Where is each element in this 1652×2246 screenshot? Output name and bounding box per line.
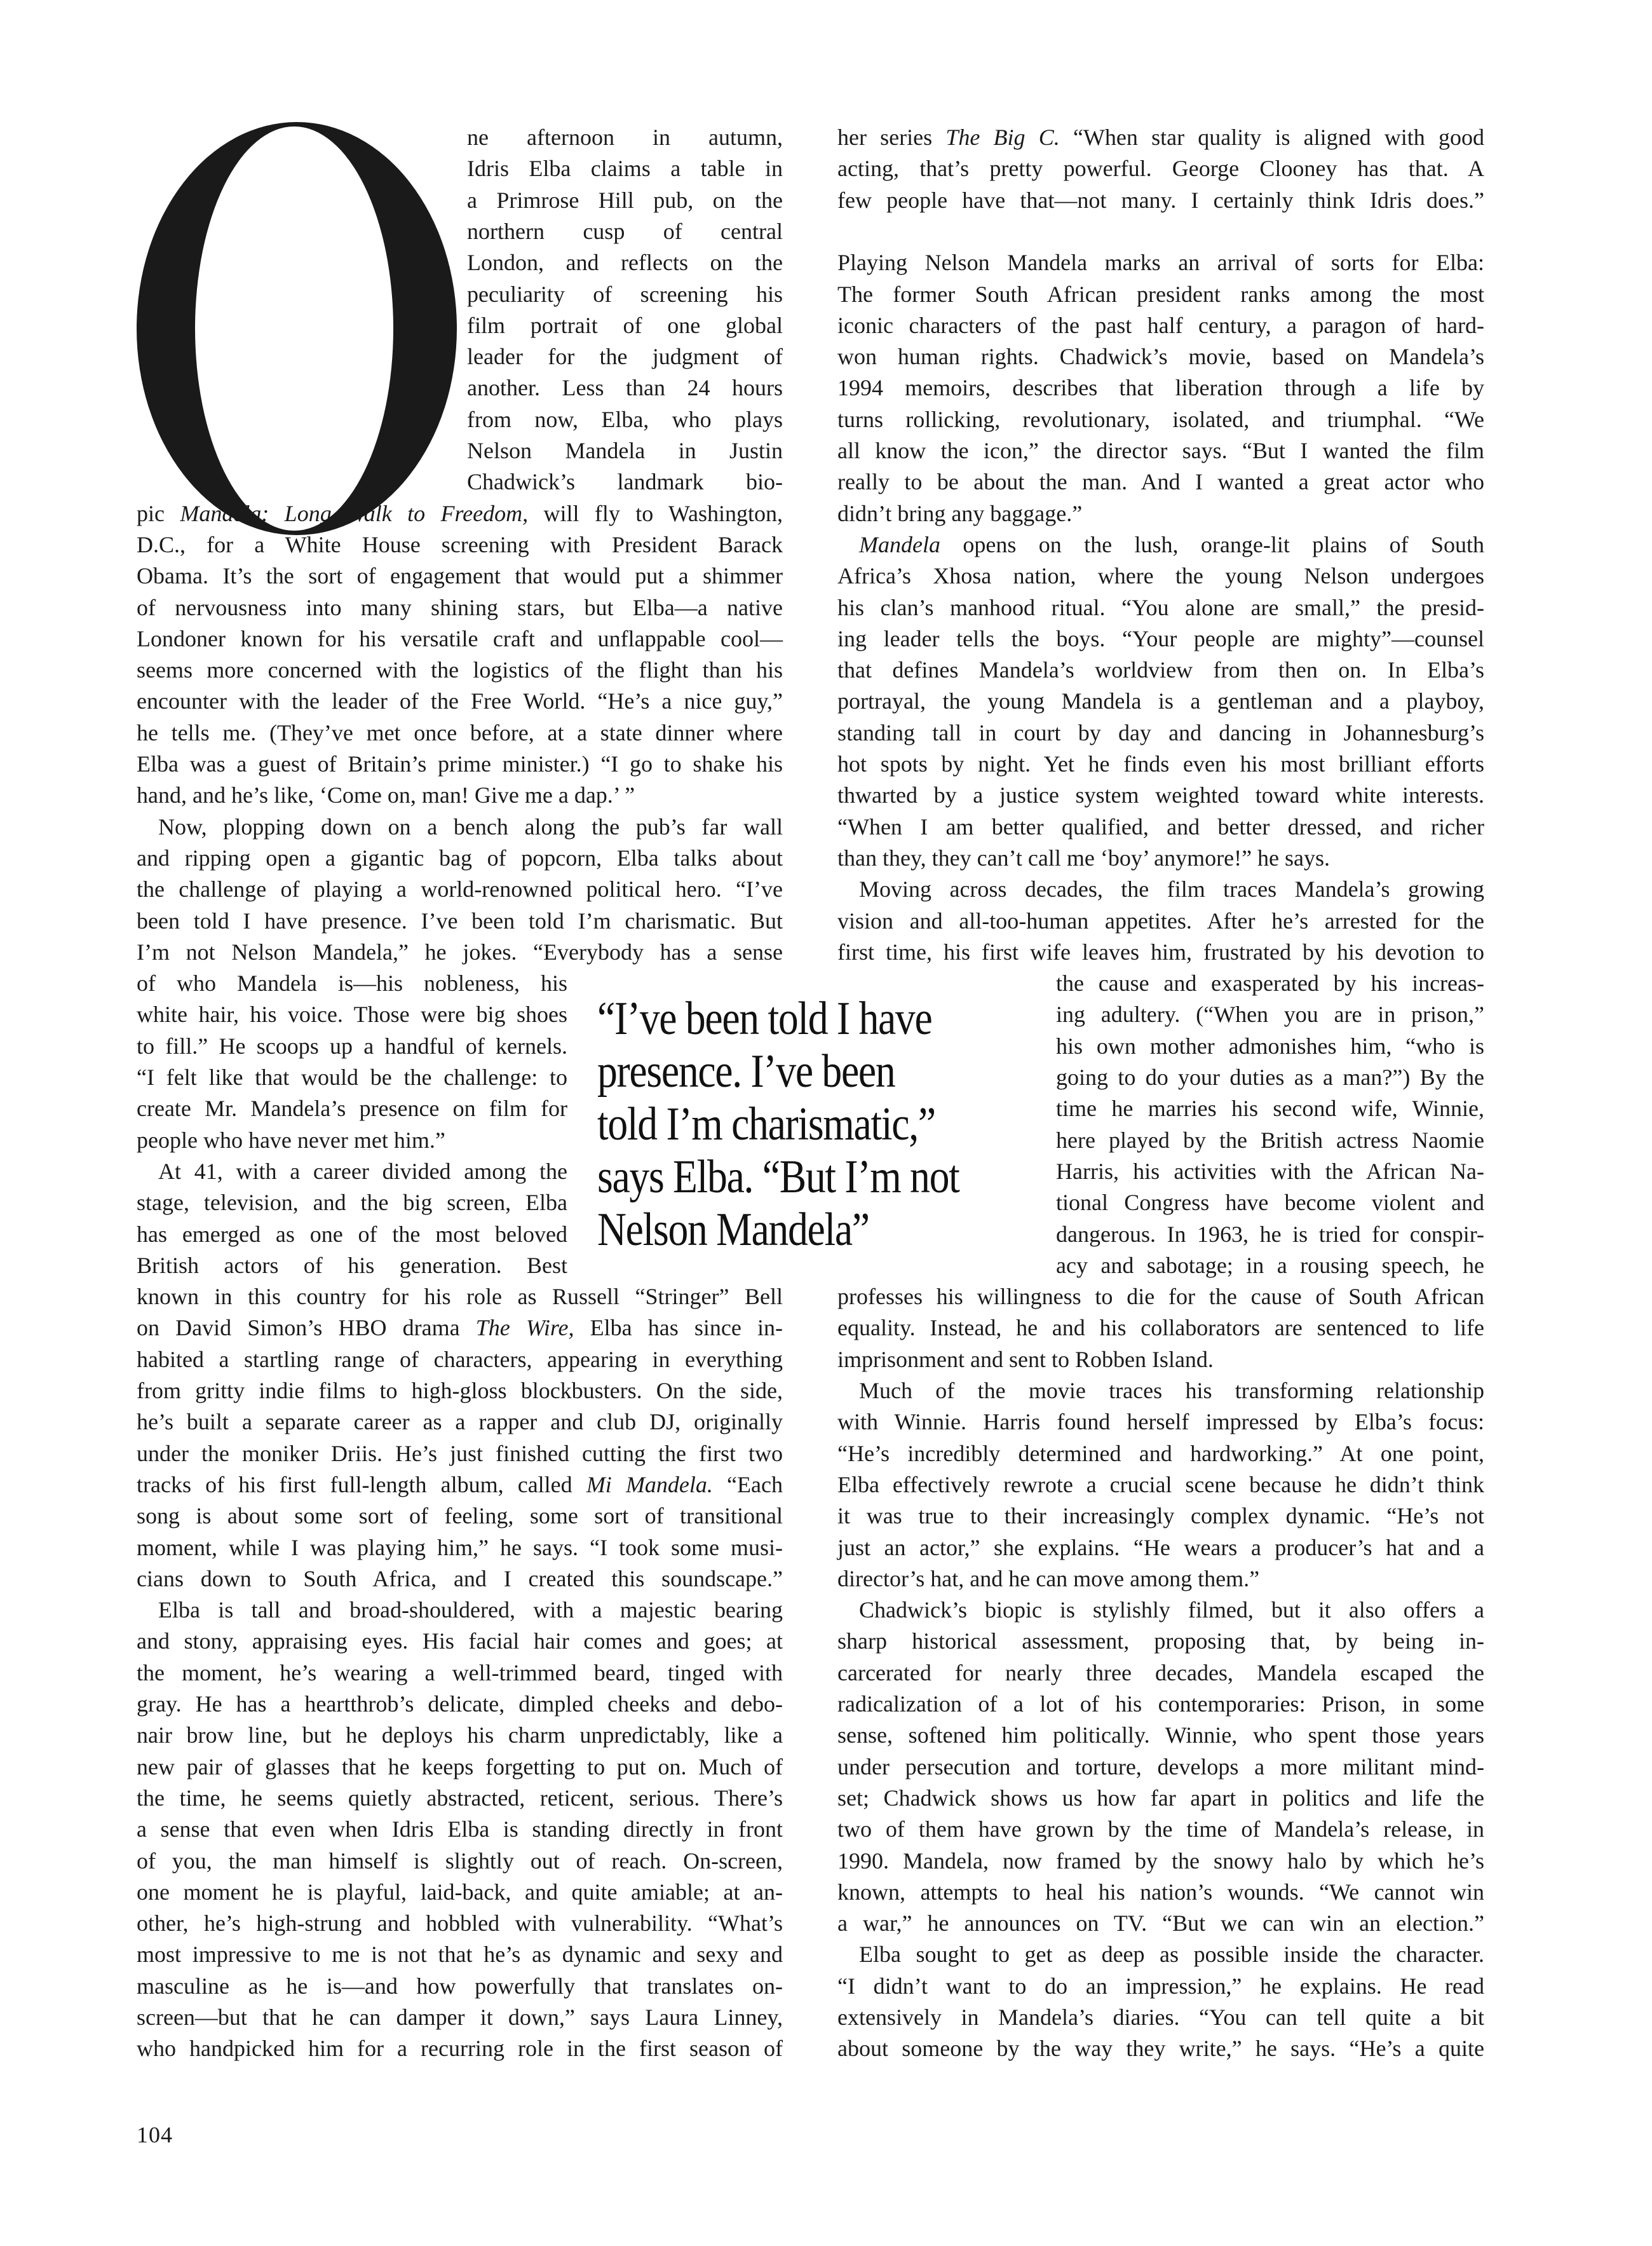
text-line: vision and all-too-human appetites. After he’s arrested for the bbox=[837, 908, 1484, 934]
text-line: Africa’s Xhosa nation, where the young Nelson undergoes bbox=[837, 563, 1484, 589]
text-line: film portrait of one global bbox=[467, 312, 783, 338]
text-line: here played by the British actress Naomie bbox=[1056, 1127, 1484, 1153]
text-line: and ripping open a gigantic bag of popcorn, Elba talks about bbox=[137, 845, 783, 871]
text-line bbox=[137, 1312, 783, 1344]
text-segment: pic bbox=[137, 500, 180, 526]
text-line: of nervousness into many shining stars, but Elba—a native bbox=[137, 594, 783, 620]
text-line: British actors of his generation. Best bbox=[137, 1252, 567, 1278]
text-line: Now, plopping down on a bench along the pub’s far wall bbox=[158, 813, 783, 840]
text-line: Londoner known for his versatile craft and unflappable cool— bbox=[137, 625, 783, 651]
text-segment: will fly to Washington, bbox=[528, 500, 783, 526]
text-line: hand, and he’s like, ‘Come on, man! Give me a dap.’ ” bbox=[137, 782, 635, 808]
text-line: “I didn’t want to do an impression,” he explains. He read bbox=[837, 1973, 1484, 1999]
text-line: encounter with the leader of the Free World. “He’s a nice guy,” bbox=[137, 688, 783, 714]
text-line: it was true to their increasingly complex dynamic. “He’s not bbox=[837, 1503, 1484, 1529]
text-line bbox=[137, 1469, 783, 1501]
text-line: masculine as he is—and how powerfully that translates on- bbox=[137, 1973, 783, 1999]
italic-title: Mandela: Long Walk to Freedom, bbox=[180, 500, 529, 526]
text-line: imprisonment and sent to Robben Island. bbox=[837, 1346, 1214, 1372]
text-line: thwarted by a justice system weighted toward white interests. bbox=[837, 782, 1484, 808]
text-line: Idris Elba claims a table in bbox=[467, 156, 783, 182]
text-line: extensively in Mandela’s diaries. “You can tell quite a bit bbox=[837, 2004, 1484, 2030]
text-line: really to be about the man. And I wanted a great actor who bbox=[837, 469, 1484, 495]
text-line: I’m not Nelson Mandela,” he jokes. “Everybody has a sense bbox=[137, 939, 783, 965]
text-line: 1994 memoirs, describes that liberation through a life by bbox=[837, 375, 1484, 401]
text-line: “He’s incredibly determined and hardworking.” At one point, bbox=[837, 1440, 1484, 1466]
text-line: known in this country for his role as Russell “Stringer” Bell bbox=[137, 1284, 783, 1310]
text-line bbox=[837, 216, 1484, 247]
pull-quote-line: Nelson Mandela” bbox=[597, 1204, 869, 1256]
text-segment: her series bbox=[837, 125, 946, 150]
drop-cap-letter-o bbox=[137, 122, 457, 535]
text-line: equality. Instead, he and his collaborators are sentenced to life bbox=[837, 1315, 1484, 1341]
text-line: screen—but that he can damper it down,” says Laura Linney, bbox=[137, 2004, 783, 2030]
italic-title: The Wire, bbox=[475, 1315, 574, 1341]
text-line: set; Chadwick shows us how far apart in politics and life the bbox=[837, 1785, 1484, 1811]
text-line: time he marries his second wife, Winnie, bbox=[1056, 1096, 1484, 1122]
text-line: The former South African president ranks among the most bbox=[837, 281, 1484, 307]
text-line: Obama. It’s the sort of engagement that would put a shimmer bbox=[137, 563, 783, 589]
text-line: the time, he seems quietly abstracted, reticent, serious. There’s bbox=[137, 1785, 783, 1811]
text-line: acting, that’s pretty powerful. George Clooney has that. A bbox=[837, 156, 1484, 182]
text-line: a war,” he announces on TV. “But we can win an election.” bbox=[837, 1910, 1484, 1936]
text-segment: “Each bbox=[712, 1471, 783, 1497]
text-segment: “When star quality is aligned with good bbox=[1059, 125, 1485, 150]
text-line: from gritty indie films to high-gloss blockbusters. On the side, bbox=[137, 1378, 783, 1403]
text-line: Much of the movie traces his transforming relationship bbox=[859, 1378, 1484, 1403]
text-line: other, he’s high-strung and hobbled with vulnerability. “What’s bbox=[137, 1910, 783, 1936]
text-line: to fill.” He scoops up a handful of kernels. bbox=[137, 1033, 567, 1059]
text-segment: opens on the lush, orange-lit plains of South bbox=[940, 531, 1484, 557]
text-line: Harris, his activities with the African Na- bbox=[1056, 1158, 1484, 1184]
text-line: gray. He has a heartthrob’s delicate, dimpled cheeks and debo- bbox=[137, 1691, 783, 1717]
text-line: with Winnie. Harris found herself impressed by Elba’s focus: bbox=[837, 1409, 1484, 1435]
text-line: been told I have presence. I’ve been told I’m charismatic. But bbox=[137, 908, 783, 934]
pull-quote bbox=[597, 993, 991, 1256]
text-line: a sense that even when Idris Elba is standing directly in front bbox=[137, 1816, 783, 1842]
text-line: carcerated for nearly three decades, Mandela escaped the bbox=[837, 1659, 1484, 1685]
text-line: people who have never met him.” bbox=[137, 1127, 445, 1153]
text-line: Chadwick’s landmark bio- bbox=[467, 469, 783, 495]
text-line: portrayal, the young Mandela is a gentleman and a playboy, bbox=[837, 688, 1484, 714]
pull-quote-line: “I’ve been told I have bbox=[597, 993, 932, 1045]
text-line: who handpicked him for a recurring role in the first season of bbox=[137, 2036, 783, 2062]
text-line: from now, Elba, who plays bbox=[467, 406, 783, 432]
pull-quote-line: says Elba. “But I’m not bbox=[597, 1151, 959, 1203]
text-line: create Mr. Mandela’s presence on film for bbox=[137, 1096, 567, 1122]
text-line: the challenge of playing a world-renowned political hero. “I’ve bbox=[137, 876, 783, 902]
text-line: about someone by the way they write,” he says. “He’s a quite bbox=[837, 2036, 1484, 2062]
text-line: sense, softened him politically. Winnie, who spent those years bbox=[837, 1722, 1484, 1748]
text-line: first time, his first wife leaves him, frustrated by his devotion to bbox=[837, 939, 1484, 965]
text-line: turns rollicking, revolutionary, isolated, and triumphal. “We bbox=[837, 406, 1484, 432]
text-line: just an actor,” she explains. “He wears a producer’s hat and a bbox=[837, 1534, 1484, 1560]
page-number: 104 bbox=[137, 2122, 173, 2147]
text-line: peculiarity of screening his bbox=[467, 281, 783, 307]
text-line bbox=[859, 529, 1484, 561]
text-line: has emerged as one of the most beloved bbox=[137, 1221, 567, 1247]
text-line: another. Less than 24 hours bbox=[467, 375, 783, 401]
text-line: moment, while I was playing him,” he says. “I took some musi- bbox=[137, 1534, 783, 1560]
text-line: tional Congress have become violent and bbox=[1056, 1190, 1484, 1216]
text-line: cians down to South Africa, and I created this soundscape.” bbox=[137, 1565, 783, 1591]
text-line: ing adultery. (“When you are in prison,” bbox=[1056, 1002, 1484, 1028]
text-line: 1990. Mandela, now framed by the snowy halo by which he’s bbox=[837, 1848, 1484, 1874]
text-line: Moving across decades, the film traces Mandela’s growing bbox=[859, 876, 1484, 902]
text-line: known, attempts to heal his nation’s wounds. “We cannot win bbox=[837, 1879, 1484, 1905]
text-line: Elba sought to get as deep as possible inside the character. bbox=[859, 1942, 1484, 1968]
text-line: few people have that—not many. I certainly think Idris does.” bbox=[837, 187, 1484, 213]
text-line: At 41, with a career divided among the bbox=[158, 1158, 567, 1184]
text-line: director’s hat, and he can move among them.” bbox=[837, 1565, 1260, 1591]
text-line: Elba is tall and broad-shouldered, with a majestic bearing bbox=[158, 1597, 783, 1623]
text-segment: tracks of his first full-length album, called bbox=[137, 1471, 586, 1497]
text-line: hot spots by night. Yet he finds even his most brilliant efforts bbox=[837, 751, 1484, 777]
text-line: sharp historical assessment, proposing that, by being in- bbox=[837, 1628, 1484, 1654]
text-line: of you, the man himself is slightly out of reach. On-screen, bbox=[137, 1848, 783, 1874]
text-line: seems more concerned with the logistics of the flight than his bbox=[137, 657, 783, 683]
text-line: song is about some sort of feeling, some sort of transitional bbox=[137, 1503, 783, 1529]
text-line: one moment he is playful, laid-back, and quite amiable; at an- bbox=[137, 1879, 783, 1905]
text-line: northern cusp of central bbox=[467, 218, 783, 244]
text-line: dangerous. In 1963, he is tried for conspir- bbox=[1056, 1221, 1484, 1247]
pull-quote-line: told I’m charismatic,” bbox=[597, 1098, 935, 1150]
text-line: white hair, his voice. Those were big shoes bbox=[137, 1002, 567, 1028]
text-line: habited a startling range of characters, appearing in everything bbox=[137, 1346, 783, 1372]
text-line: that defines Mandela’s worldview from then on. In Elba’s bbox=[837, 657, 1484, 683]
text-line bbox=[137, 498, 783, 529]
text-line: professes his willingness to die for the cause of South African bbox=[837, 1284, 1484, 1310]
text-line: and stony, appraising eyes. His facial hair comes and goes; at bbox=[137, 1628, 783, 1654]
text-line: under persecution and torture, develops a more militant mind- bbox=[837, 1753, 1484, 1780]
text-line: Nelson Mandela in Justin bbox=[467, 438, 783, 463]
text-segment: Elba has since in- bbox=[574, 1315, 783, 1341]
text-line bbox=[837, 122, 1484, 153]
text-line: London, and reflects on the bbox=[467, 250, 783, 276]
text-line: of who Mandela is—his nobleness, his bbox=[137, 970, 567, 997]
text-segment: on David Simon’s HBO drama bbox=[137, 1315, 476, 1341]
text-line: new pair of glasses that he keeps forgetting to put on. Much of bbox=[137, 1753, 783, 1780]
text-line: most impressive to me is not that he’s as dynamic and sexy and bbox=[137, 1942, 783, 1968]
text-line: his clan’s manhood ritual. “You alone are small,” the presid- bbox=[837, 594, 1484, 620]
italic-title: Mi Mandela. bbox=[586, 1471, 713, 1497]
text-line: ing leader tells the boys. “Your people are mighty”—counsel bbox=[837, 625, 1484, 651]
text-line: “When I am better qualified, and better dressed, and richer bbox=[837, 813, 1484, 840]
text-line: he tells me. (They’ve met once before, at a state dinner where bbox=[137, 719, 783, 745]
text-line: leader for the judgment of bbox=[467, 344, 783, 370]
text-line: going to do your duties as a man?”) By the bbox=[1056, 1065, 1484, 1090]
italic-title: The Big C. bbox=[945, 125, 1060, 150]
text-line: a Primrose Hill pub, on the bbox=[467, 187, 783, 213]
pull-quote-line: presence. I’ve been bbox=[597, 1045, 895, 1098]
text-line: standing tall in court by day and dancing in Johannesburg’s bbox=[837, 719, 1484, 745]
text-line: two of them have grown by the time of Mandela’s release, in bbox=[837, 1816, 1484, 1842]
text-line: nair brow line, but he deploys his charm unpredictably, like a bbox=[137, 1722, 783, 1748]
text-line: his own mother admonishes him, “who is bbox=[1056, 1033, 1484, 1059]
text-line: radicalization of a lot of his contemporaries: Prison, in some bbox=[837, 1691, 1484, 1717]
text-line: all know the icon,” the director says. “But I wanted the film bbox=[837, 438, 1484, 463]
text-line: the moment, he’s wearing a well-trimmed beard, tinged with bbox=[137, 1659, 783, 1685]
text-line: acy and sabotage; in a rousing speech, he bbox=[1056, 1252, 1484, 1278]
text-line: the cause and exasperated by his increas- bbox=[1056, 970, 1484, 997]
text-line: didn’t bring any baggage.” bbox=[837, 500, 1083, 526]
text-line: than they, they can’t call me ‘boy’ anymore!” he says. bbox=[837, 845, 1330, 871]
text-line: Elba was a guest of Britain’s prime minister.) “I go to shake his bbox=[137, 751, 783, 777]
text-line: under the moniker Driis. He’s just finished cutting the first two bbox=[137, 1440, 783, 1466]
text-line: Chadwick’s biopic is stylishly filmed, but it also offers a bbox=[859, 1597, 1484, 1623]
text-line: “I felt like that would be the challenge: to bbox=[137, 1065, 567, 1090]
text-line: he’s built a separate career as a rapper and club DJ, originally bbox=[137, 1409, 783, 1435]
text-line: stage, television, and the big screen, Elba bbox=[137, 1190, 567, 1216]
text-line: Elba effectively rewrote a crucial scene because he didn’t think bbox=[837, 1471, 1484, 1497]
text-line: won human rights. Chadwick’s movie, based on Mandela’s bbox=[837, 344, 1484, 370]
text-line: ne afternoon in autumn, bbox=[467, 125, 783, 150]
text-line: iconic characters of the past half century, a paragon of hard- bbox=[837, 312, 1484, 338]
text-line: D.C., for a White House screening with President Barack bbox=[137, 531, 783, 557]
italic-title: Mandela bbox=[859, 531, 940, 557]
text-line: Playing Nelson Mandela marks an arrival of sorts for Elba: bbox=[837, 250, 1484, 276]
